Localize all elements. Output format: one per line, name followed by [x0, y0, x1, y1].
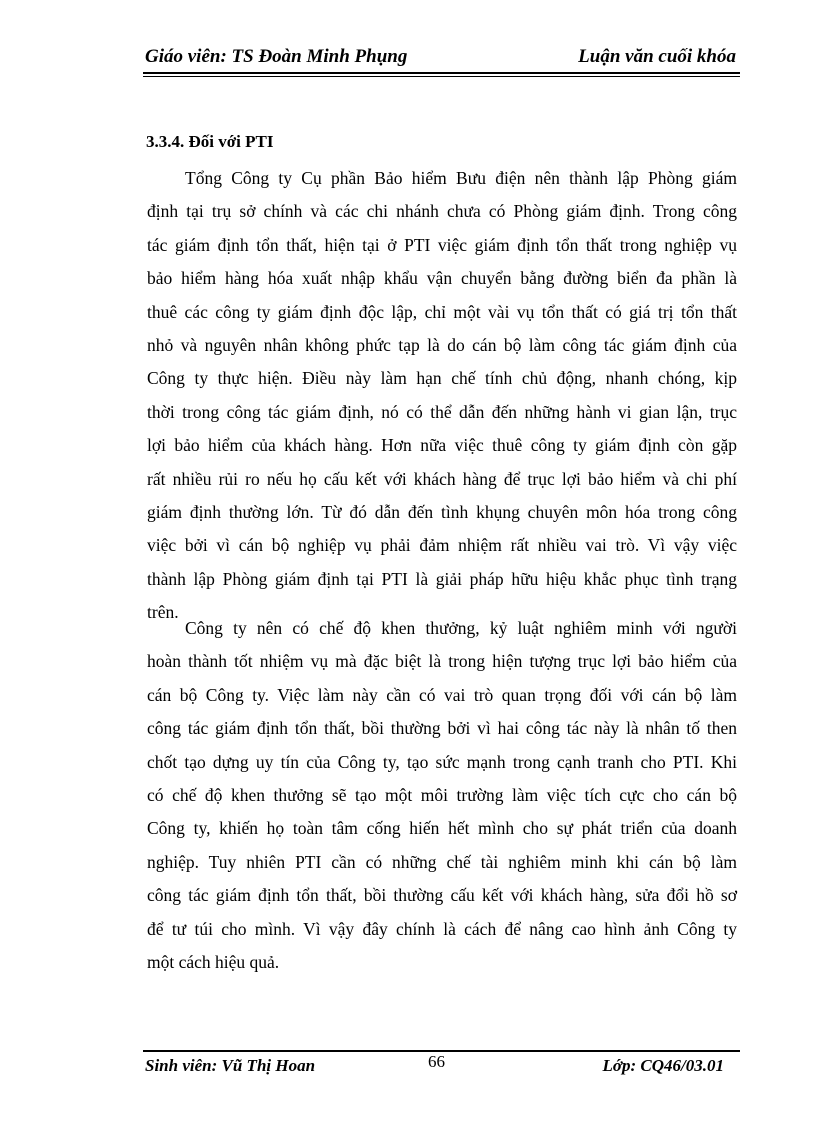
page-number: 66 [428, 1052, 445, 1071]
text-line: một cách hiệu quả. [147, 951, 280, 972]
text-line: có chế độ khen thưởng sẽ tạo một môi trường làm việc tích cực cho cán bộ [147, 784, 737, 805]
footer-class: Lớp: CQ46/03.01 [602, 1056, 724, 1075]
text-line: bảo hiểm hàng hóa xuất nhập khẩu vận chuyển bằng đường biển đa phần là [147, 268, 737, 289]
header-teacher: Giáo viên: TS Đoàn Minh Phụng [145, 46, 408, 67]
header-rule [143, 72, 740, 74]
text-line: Công ty nên có chế độ khen thưởng, kỷ luật nghiêm minh với người [185, 618, 737, 638]
text-line: trên. [147, 602, 179, 623]
text-line: thuê các công ty giám định độc lập, chỉ một vài vụ tổn thất có giá trị tổn thất [147, 301, 737, 322]
paragraph [147, 612, 737, 979]
text-line: nghiệp. Tuy nhiên PTI cần có những chế tài nghiêm minh khi cán bộ làm [147, 851, 737, 872]
text-line: để tư túi cho mình. Vì vậy đây chính là cách để nâng cao hình ảnh Công ty [147, 918, 737, 939]
footer-student: Sinh viên: Vũ Thị Hoan [145, 1056, 316, 1075]
text-line: hoàn thành tốt nhiệm vụ mà đặc biệt là trong hiện tượng trục lợi bảo hiểm của [147, 651, 737, 672]
text-line: nhỏ và nguyên nhân không phức tạp là do cán bộ làm công tác giám định của [147, 334, 737, 355]
text-line: Công ty, khiến họ toàn tâm cống hiến hết mình cho sự phát triển của doanh [147, 818, 737, 839]
section-title: 3.3.4. Đối với PTI [146, 132, 274, 151]
text-line: thời trong công tác giám định, nó có thể dẫn đến những hành vi gian lận, trục [147, 401, 737, 422]
text-line: việc bởi vì cán bộ nghiệp vụ phải đảm nhiệm rất nhiều vai trò. Vì vậy việc [147, 535, 737, 556]
text-line: thành lập Phòng giám định tại PTI là giải pháp hữu hiệu khắc phục tình trạng [147, 568, 737, 589]
text-line: tác giám định tổn thất, hiện tại ở PTI việc giám định tổn thất trong nghiệp vụ [147, 234, 737, 255]
header-doc-type: Luận văn cuối khóa [578, 46, 736, 67]
text-line: giám định thường lớn. Từ đó dẫn đến tình khụng chuyên môn hóa trong công [147, 501, 737, 522]
paragraph [147, 162, 737, 629]
text-line: rất nhiều rủi ro nếu họ cấu kết với khách hàng để trục lợi bảo hiểm và chi phí [147, 468, 737, 489]
text-line: Tổng Công ty Cụ phần Bảo hiểm Bưu điện nên thành lập Phòng giám [185, 168, 737, 188]
text-line: cán bộ Công ty. Việc làm này cần có vai trò quan trọng đối với cán bộ làm [147, 684, 737, 705]
text-line: định tại trụ sở chính và các chi nhánh chưa có Phòng giám định. Trong công [147, 201, 737, 222]
header-rule-thin [143, 76, 740, 77]
text-line: chốt tạo dựng uy tín của Công ty, tạo sức mạnh trong cạnh tranh cho PTI. Khi [147, 751, 737, 772]
text-line: công tác giám định tổn thất, bồi thường cấu kết với khách hàng, sửa đổi hồ sơ [147, 885, 737, 906]
text-line: Công ty thực hiện. Điều này làm hạn chế tính chủ động, nhanh chóng, kịp [147, 368, 737, 389]
text-line: công tác giám định tổn thất, bồi thường bởi vì hai công tác này là nhân tố then [147, 718, 737, 739]
page-header [145, 46, 738, 74]
text-line: lợi bảo hiểm của khách hàng. Hơn nữa việc thuê công ty giám định còn gặp [147, 435, 737, 456]
